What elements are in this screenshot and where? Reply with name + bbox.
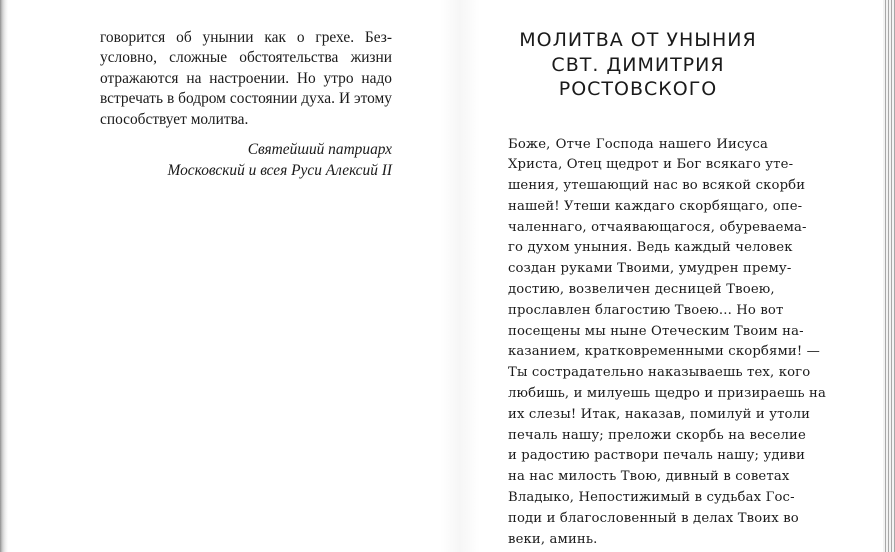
page-stack-edge-left <box>0 0 8 552</box>
paragraph-line: встречать в бодром состоянии духа. И этому <box>100 90 392 108</box>
prayer-line: поди и благословенный в делах Твоих во <box>508 510 799 526</box>
prayer-line: их слезы! Итак, наказав, помилуй и утоли <box>508 406 811 422</box>
prayer-line: Ты сострадательно наказываешь тех, кого <box>508 365 811 381</box>
prayer-line: создан руками Твоими, умудрен прему- <box>508 261 792 277</box>
prayer-line: чаленнаго, отчаявающагося, обуреваема- <box>508 219 807 235</box>
prayer-text <box>508 135 826 551</box>
prayer-line: любишь, и милуешь щедро и призираешь на <box>508 386 826 402</box>
prayer-line: шения, утешающий нас во всякой скорби <box>508 178 806 194</box>
left-page-paragraph <box>100 28 392 130</box>
paragraph-line: условно, сложные обстоятельства жизни <box>100 49 392 67</box>
prayer-line: Владыко, Непостижимый в судьбах Гос- <box>508 490 795 506</box>
prayer-line: нашей! Утеши каждаго скорбящаго, опе- <box>508 198 803 214</box>
prayer-line: прославлен благостию Твоею... Но вот <box>508 302 784 318</box>
prayer-line: печаль нашу; преложи скорбь на веселие <box>508 427 806 443</box>
book-gutter <box>440 0 480 552</box>
left-page <box>100 28 392 181</box>
prayer-line: посещены мы ныне Отеческим Твоим на- <box>508 323 804 339</box>
prayer-title <box>508 28 768 102</box>
prayer-line: го духом уныния. Ведь каждый человек <box>508 240 793 256</box>
page-stack-edge-right <box>883 0 895 552</box>
prayer-line: на нас милость Твою, дивный в советах <box>508 469 790 485</box>
prayer-line: и радостию раствори печаль нашу; удиви <box>508 448 806 464</box>
prayer-line: казанием, кратковременными скорбями! — <box>508 344 820 360</box>
prayer-line: достию, возвеличен десницей Твоею, <box>508 282 775 298</box>
paragraph-line: отражаются на настроении. Но утро надо <box>100 69 392 87</box>
attribution-line: Московский и всея Руси Алексий II <box>167 162 392 180</box>
right-page <box>508 28 826 550</box>
attribution-line: Святейший патриарх <box>247 141 392 159</box>
paragraph-line: способствует молитва. <box>100 110 249 128</box>
title-line: СВТ. ДИМИТРИЯ <box>551 53 725 76</box>
title-line: МОЛИТВА ОТ УНЫНИЯ <box>519 29 757 51</box>
paragraph-line: говорится об унынии как о грехе. Без- <box>100 29 392 46</box>
quote-attribution <box>100 139 392 181</box>
prayer-line: Боже, Отче Господа нашего Иисуса <box>508 136 768 152</box>
prayer-line: веки, аминь. <box>508 531 598 547</box>
prayer-line: Христа, Отец щедрот и Бог всякаго уте- <box>508 157 794 173</box>
title-line: РОСТОВСКОГО <box>558 78 718 100</box>
